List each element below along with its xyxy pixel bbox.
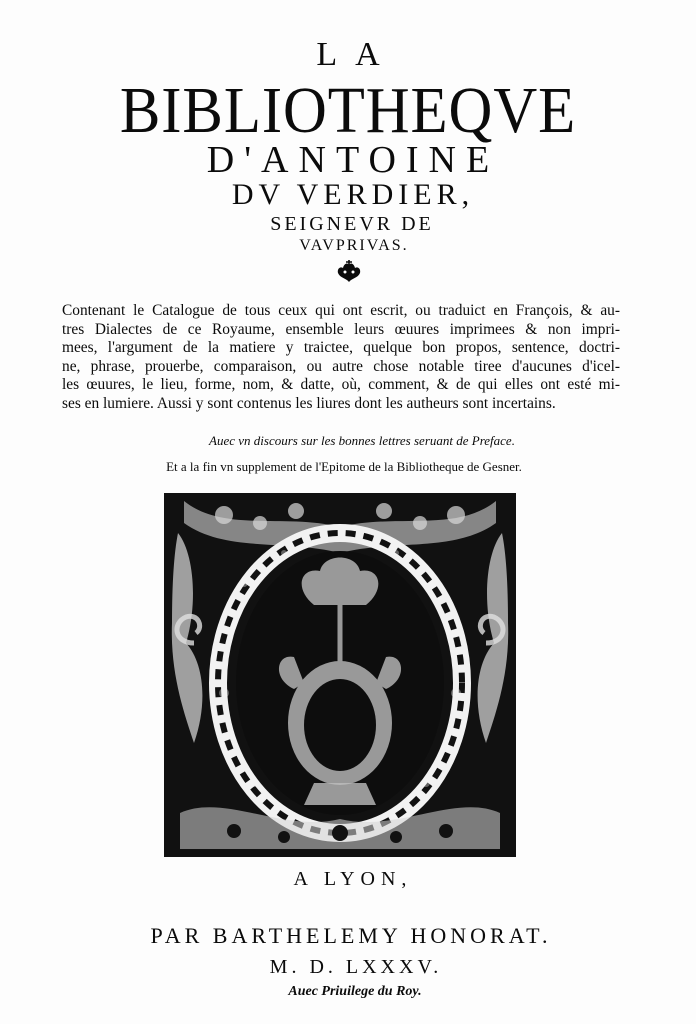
- author-first-name: D'ANTOINE: [206, 139, 500, 181]
- title-article: LA: [316, 36, 398, 73]
- description-line: Contenant le Catalogue de tous ceux qui ont escrit, ou traduict en François, & au-: [62, 302, 620, 319]
- description-line: mees, l'argument de la matiere y traictee, quelque bon propos, sentence, doctri-: [62, 339, 620, 357]
- author-title: SEIGNEVR DE: [270, 213, 434, 235]
- supplement-note: Et a la fin vn supplement de l'Epitome de la Bibliotheque de Gesner.: [166, 459, 522, 474]
- fleuron-icon: [336, 260, 362, 284]
- description-line: ne, phrase, prouerbe, comparaison, ou autre chose notable tiree d'aucunes d'icel-: [62, 357, 620, 375]
- imprint-year: M. D. LXXXV.: [269, 956, 443, 978]
- description-line: tres Dialectes de ce Royaume, ensemble leurs œuures imprimees & non impri-: [62, 320, 620, 338]
- royal-privilege: Auec Priuilege du Roy.: [288, 984, 422, 999]
- description-line: ses en lumiere. Aussi y sont contenus les liures dont les autheurs sont incertains.: [62, 394, 556, 412]
- book-title: BIBLIOTHEQVE: [119, 74, 577, 147]
- book-description: [62, 302, 620, 414]
- imprint-city: A LYON,: [293, 868, 413, 890]
- imprint-printer: PAR BARTHELEMY HONORAT.: [150, 923, 552, 948]
- preface-note: Auec vn discours sur les bonnes lettres seruant de Preface.: [209, 433, 515, 448]
- printer-device-woodcut-icon: [164, 493, 516, 857]
- author-seigneury: VAVPRIVAS.: [299, 237, 409, 254]
- author-last-name: DV VERDIER,: [231, 178, 475, 211]
- description-line: les œuures, le lieu, forme, nom, & datte, où, comment, & de qui elles ont esté mi-: [62, 376, 620, 394]
